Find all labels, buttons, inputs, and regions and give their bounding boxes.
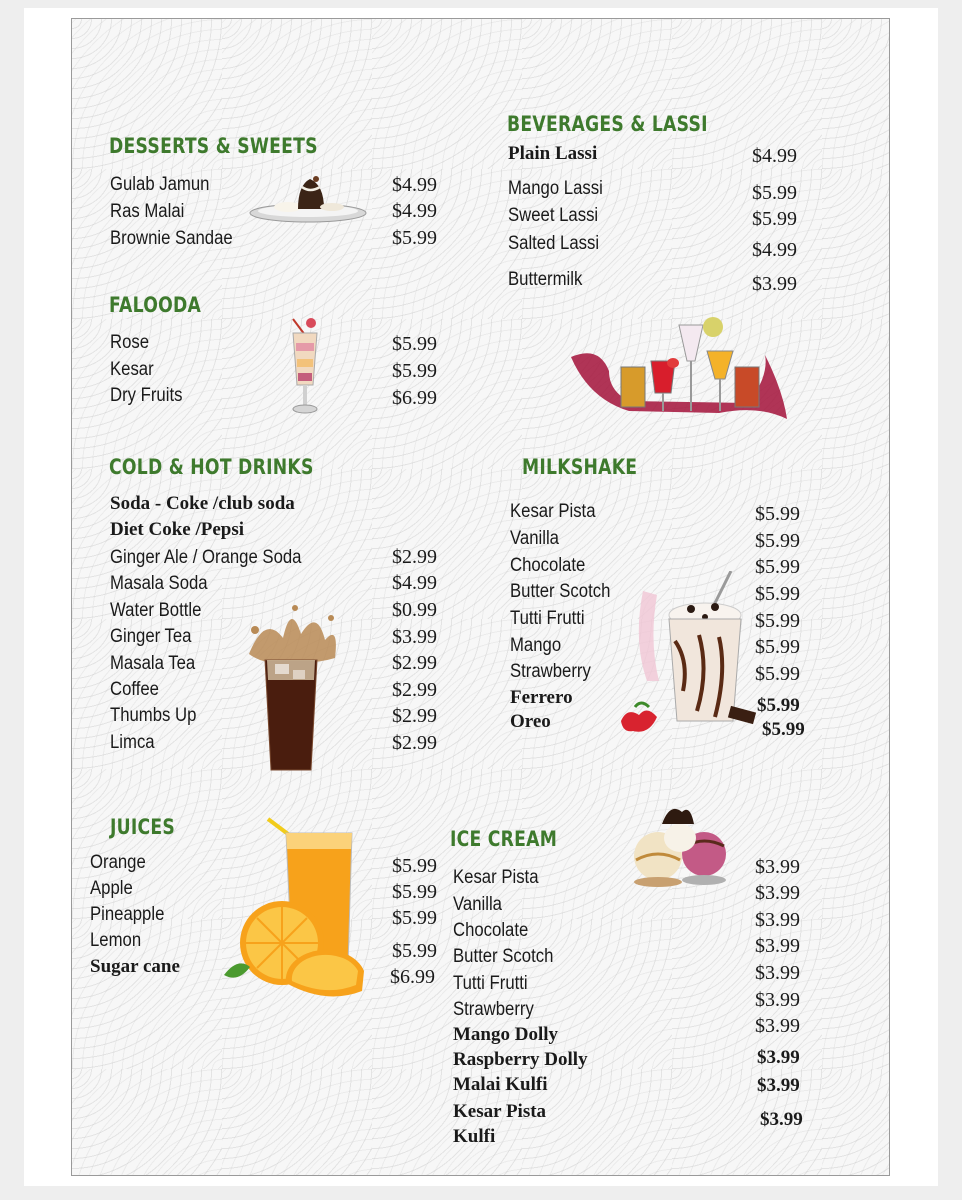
menu-item-name: Brownie Sandae (110, 228, 233, 249)
menu-item-name: Plain Lassi (508, 143, 598, 164)
menu-item-name: Malai Kulfi (453, 1074, 548, 1095)
menu-item-name: Chocolate (510, 555, 586, 576)
menu-item-name: Masala Tea (110, 653, 196, 674)
menu-item-price: $5.99 (392, 907, 437, 929)
menu-item-price: $3.99 (757, 1075, 800, 1096)
menu-item-name: Buttermilk (508, 269, 583, 290)
menu-item-price: $3.99 (755, 1015, 800, 1037)
menu-item-name: Mango Lassi (508, 178, 603, 199)
menu-item-name: Chocolate (453, 920, 529, 941)
menu-item-price: $5.99 (752, 208, 797, 230)
dessert-plate-icon (246, 171, 370, 229)
menu-item-price: $4.99 (392, 572, 437, 594)
section-title-desserts: DESSERTS & SWEETS (109, 134, 318, 158)
menu-item-name: Dry Fruits (110, 385, 183, 406)
menu-item-price: $5.99 (755, 556, 800, 578)
menu-item-name: Water Bottle (110, 600, 202, 621)
menu-item-price: $5.99 (755, 530, 800, 552)
menu-item-price: $5.99 (392, 227, 437, 249)
cola-splash-icon (235, 594, 347, 776)
menu-item-price: $5.99 (762, 719, 805, 740)
menu-item-price: $2.99 (392, 546, 437, 568)
section-title-juices: JUICES (110, 815, 176, 839)
menu-item-name: Ginger Tea (110, 626, 192, 647)
menu-item-name: Tutti Frutti (453, 973, 528, 994)
menu-page (71, 18, 890, 1176)
cocktail-glasses-icon (569, 315, 793, 427)
menu-item-price: $5.99 (752, 182, 797, 204)
menu-item-name: Apple (90, 878, 133, 899)
menu-item-price: $3.99 (755, 909, 800, 931)
section-title-icecream: ICE CREAM (450, 827, 558, 851)
menu-item-name: Ginger Ale / Orange Soda (110, 547, 302, 568)
menu-item-price: $5.99 (757, 695, 800, 716)
menu-item-price: $3.99 (755, 962, 800, 984)
section-title-drinks: COLD & HOT DRINKS (109, 455, 314, 479)
menu-item-name: Ras Malai (110, 201, 185, 222)
menu-item-price: $4.99 (752, 145, 797, 167)
menu-item-name: Coffee (110, 679, 159, 700)
menu-item-price: $3.99 (392, 626, 437, 648)
menu-item-name: Rose (110, 332, 150, 353)
menu-item-name: Sugar cane (90, 956, 180, 977)
menu-item-price: $5.99 (755, 503, 800, 525)
menu-item-price: $3.99 (755, 882, 800, 904)
menu-item-name: Vanilla (453, 894, 502, 915)
menu-item-price: $2.99 (392, 652, 437, 674)
menu-item-price: $5.99 (392, 333, 437, 355)
menu-item-name: Limca (110, 732, 155, 753)
menu-item-price: $3.99 (755, 935, 800, 957)
menu-item-price: $3.99 (757, 1047, 800, 1068)
menu-item-price: $5.99 (755, 583, 800, 605)
menu-item-price: $5.99 (392, 940, 437, 962)
menu-item-name: Gulab Jamun (110, 174, 210, 195)
menu-item-price: $5.99 (755, 636, 800, 658)
menu-item-name: Soda - Coke /club soda (110, 493, 295, 514)
menu-item-name: Strawberry (453, 999, 534, 1020)
menu-item-price: $2.99 (392, 705, 437, 727)
menu-item-name: Vanilla (510, 528, 559, 549)
menu-item-name: Butter Scotch (510, 581, 611, 602)
menu-item-name: Raspberry Dolly (453, 1049, 588, 1070)
menu-item-price: $2.99 (392, 679, 437, 701)
menu-item-name: Salted Lassi (508, 233, 600, 254)
menu-item-name: Lemon (90, 930, 142, 951)
menu-item-price: $4.99 (392, 200, 437, 222)
menu-item-name: Diet Coke /Pepsi (110, 519, 245, 540)
menu-item-name: Sweet Lassi (508, 205, 599, 226)
milkshake-glass-icon (619, 571, 765, 737)
menu-item-name: Tutti Frutti (510, 608, 585, 629)
menu-item-price: $3.99 (755, 989, 800, 1011)
menu-item-name: Kesar Pista (510, 501, 596, 522)
menu-item-price: $5.99 (392, 360, 437, 382)
menu-item-price: $4.99 (392, 174, 437, 196)
section-title-beverages: BEVERAGES & LASSI (507, 112, 708, 136)
menu-item-name: Kesar Pista Kulfi (453, 1101, 547, 1147)
menu-item-price: $5.99 (755, 663, 800, 685)
menu-item-price: $4.99 (752, 239, 797, 261)
menu-item-price: $5.99 (392, 855, 437, 877)
menu-item-name: Oreo (510, 711, 551, 732)
menu-item-price: $6.99 (390, 966, 435, 988)
menu-item-price: $5.99 (392, 881, 437, 903)
menu-item-price: $5.99 (755, 610, 800, 632)
menu-item-name: Strawberry (510, 661, 591, 682)
orange-juice-icon (222, 815, 368, 1005)
menu-item-price: $6.99 (392, 387, 437, 409)
section-title-falooda: FALOODA (109, 293, 202, 317)
ice-cream-scoops-icon (628, 802, 732, 890)
menu-item-name: Butter Scotch (453, 946, 554, 967)
section-title-milkshake: MILKSHAKE (522, 455, 638, 479)
menu-item-name: Masala Soda (110, 573, 208, 594)
menu-item-name: Orange (90, 852, 146, 873)
menu-item-name: Thumbs Up (110, 705, 197, 726)
menu-item-price: $3.99 (760, 1109, 803, 1130)
menu-item-price: $0.99 (392, 599, 437, 621)
menu-item-name: Mango (510, 635, 562, 656)
menu-item-name: Mango Dolly (453, 1024, 559, 1045)
menu-item-price: $2.99 (392, 732, 437, 754)
menu-item-price: $3.99 (752, 273, 797, 295)
menu-item-name: Ferrero (510, 687, 573, 708)
falooda-glass-icon (285, 315, 325, 417)
menu-item-name: Pineapple (90, 904, 165, 925)
menu-item-price: $3.99 (755, 856, 800, 878)
menu-item-name: Kesar (110, 359, 154, 380)
menu-item-name: Kesar Pista (453, 867, 539, 888)
